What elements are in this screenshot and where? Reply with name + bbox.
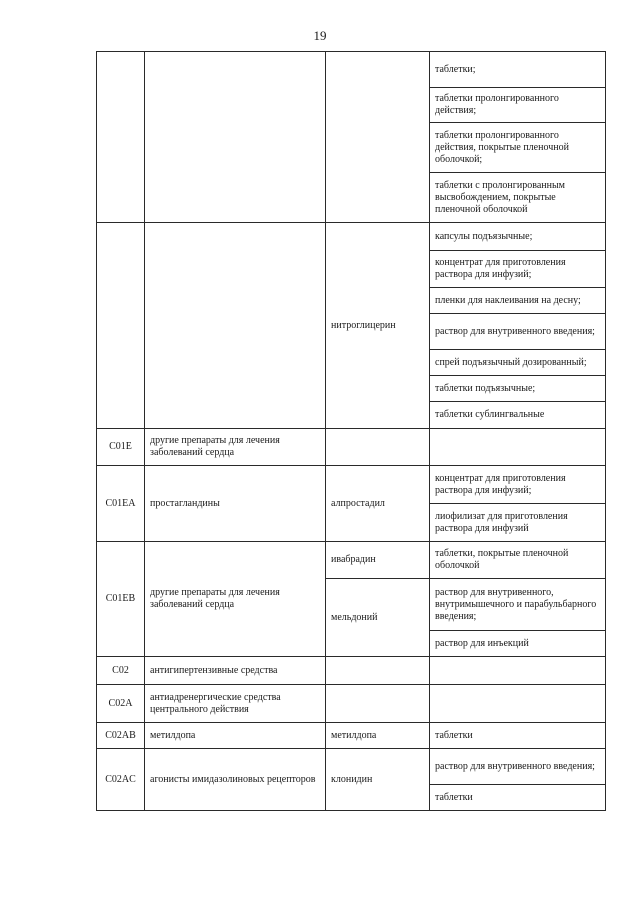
group-name-cell: другие препараты для лечения заболеваний сердца [145,429,326,466]
dosage-form-cell: раствор для внутривенного введения; [430,314,606,350]
atc-code-cell [97,52,145,223]
table-row [97,52,606,88]
group-name-cell: антигипертензивные средства [145,657,326,685]
drug-name-cell: мельдоний [326,579,430,657]
table-row [97,223,606,251]
drug-name-cell: ивабрадин [326,542,430,579]
drug-table [96,51,606,811]
dosage-form-cell: пленки для наклеивания на десну; [430,288,606,314]
atc-code-cell: C02A [97,685,145,723]
table-row [97,685,606,723]
atc-code-cell: C01EA [97,466,145,542]
table-row [97,749,606,785]
table-row [97,657,606,685]
dosage-form-cell: таблетки сублингвальные [430,402,606,429]
dosage-form-cell: раствор для инъекций [430,631,606,657]
dosage-form-cell: таблетки с пролонгированным высвобождением, покрытые пленочной оболочкой [430,173,606,223]
table-row [97,542,606,579]
dosage-form-cell: таблетки пролонгированного действия, покрытые пленочной оболочкой; [430,123,606,173]
dosage-form-cell [430,657,606,685]
atc-code-cell: C01E [97,429,145,466]
drug-name-cell [326,685,430,723]
dosage-form-cell [430,429,606,466]
group-name-cell: метилдопа [145,723,326,749]
dosage-form-cell [430,685,606,723]
table-row [97,429,606,466]
group-name-cell: простагландины [145,466,326,542]
dosage-form-cell: спрей подъязычный дозированный; [430,350,606,376]
atc-code-cell [97,223,145,429]
drug-name-cell: алпростадил [326,466,430,542]
group-name-cell [145,223,326,429]
page-number: 19 [313,28,327,43]
atc-code-cell: C01EB [97,542,145,657]
drug-name-cell [326,429,430,466]
dosage-form-cell: таблетки, покрытые пленочной оболочкой [430,542,606,579]
dosage-form-cell: концентрат для приготовления раствора для инфузий; [430,466,606,504]
drug-name-cell: нитроглицерин [326,223,430,429]
atc-code-cell: C02 [97,657,145,685]
atc-code-cell: C02AB [97,723,145,749]
drug-name-cell: клонидин [326,749,430,811]
dosage-form-cell: лиофилизат для приготовления раствора для инфузий [430,504,606,542]
table-row [97,466,606,504]
drug-name-cell: метилдопа [326,723,430,749]
dosage-form-cell: таблетки пролонгированного действия; [430,88,606,123]
table-row [97,723,606,749]
drug-name-cell [326,52,430,223]
drug-name-cell [326,657,430,685]
group-name-cell: антиадренергические средства центрального действия [145,685,326,723]
dosage-form-cell: концентрат для приготовления раствора для инфузий; [430,251,606,288]
dosage-form-cell: таблетки [430,785,606,811]
dosage-form-cell: капсулы подъязычные; [430,223,606,251]
dosage-form-cell: раствор для внутривенного введения; [430,749,606,785]
dosage-form-cell: таблетки; [430,52,606,88]
dosage-form-cell: раствор для внутривенного, внутримышечного и парабульбарного введения; [430,579,606,631]
group-name-cell [145,52,326,223]
dosage-form-cell: таблетки подъязычные; [430,376,606,402]
group-name-cell: агонисты имидазолиновых рецепторов [145,749,326,811]
dosage-form-cell: таблетки [430,723,606,749]
group-name-cell: другие препараты для лечения заболеваний сердца [145,542,326,657]
atc-code-cell: C02AC [97,749,145,811]
